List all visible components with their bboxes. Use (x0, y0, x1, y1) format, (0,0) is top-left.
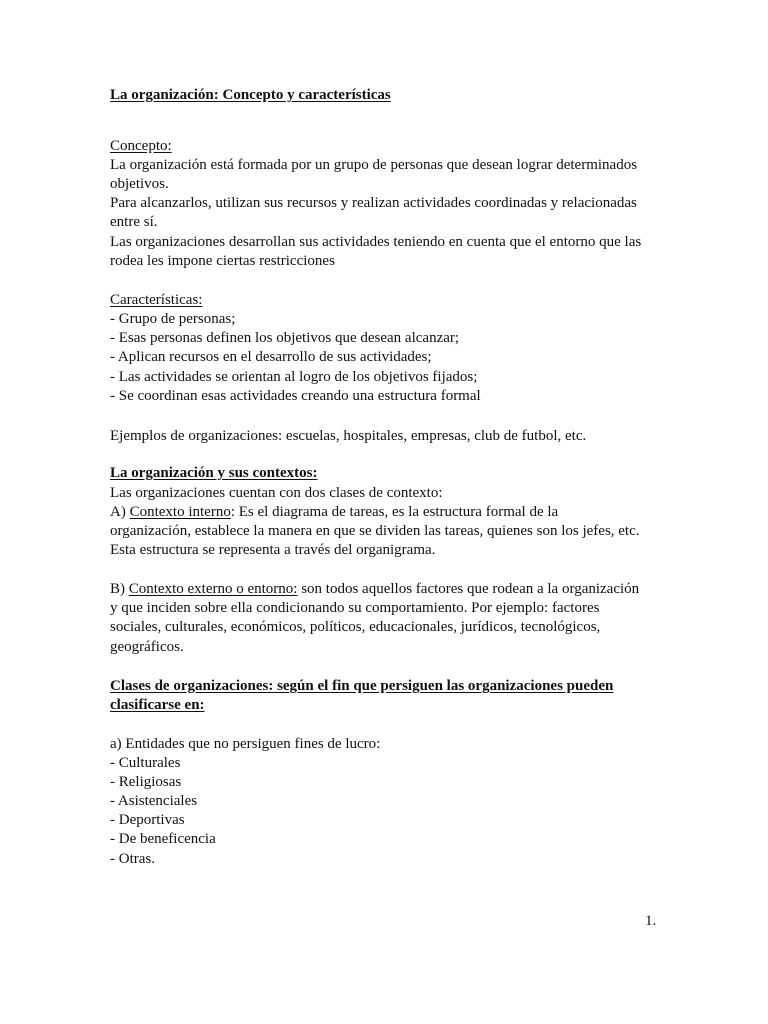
ejemplos-line: Ejemplos de organizaciones: escuelas, hospitales, empresas, club de futbol, etc. (110, 428, 587, 444)
caracteristicas-item: - Se coordinan esas actividades creando una estructura formal (110, 388, 481, 404)
contexto-externo-prefix: B) (110, 581, 129, 597)
clases-subheading: a) Entidades que no persiguen fines de lucro: (110, 736, 381, 752)
contexto-interno-term: Contexto interno (129, 504, 231, 520)
caracteristicas-item: - Grupo de personas; (110, 311, 236, 327)
contexto-externo-line: geográficos. (110, 639, 184, 655)
page-number: 1. (645, 913, 657, 929)
clases-item: - Otras. (110, 851, 155, 867)
contexto-interno-line (110, 503, 558, 522)
concepto-heading: Concepto: (110, 138, 172, 154)
clases-item: - Asistenciales (110, 793, 198, 809)
concepto-line: entre sí. (110, 214, 158, 230)
contexto-externo-term: Contexto externo o entorno: (128, 581, 298, 597)
caracteristicas-heading: Características: (110, 292, 203, 308)
clases-item: - Culturales (110, 755, 181, 771)
contexto-externo-line: y que inciden sobre ella condicionando su comportamiento. Por ejemplo: factores (110, 600, 600, 616)
concepto-line: La organización está formada por un grupo de personas que desean lograr determinados (110, 157, 638, 173)
concepto-line: objetivos. (110, 176, 169, 192)
caracteristicas-item: - Las actividades se orientan al logro de los objetivos fijados; (110, 369, 478, 385)
clases-item: - Deportivas (110, 812, 185, 828)
clases-item: - De beneficencia (110, 831, 216, 847)
caracteristicas-item: - Esas personas definen los objetivos que desean alcanzar; (110, 330, 460, 346)
contextos-heading: La organización y sus contextos: (110, 465, 318, 481)
concepto-line: Las organizaciones desarrollan sus actividades teniendo en cuenta que el entorno que las (110, 234, 642, 250)
clases-heading: Clases de organizaciones: según el fin que persiguen las organizaciones pueden (110, 678, 614, 694)
concepto-line: Para alcanzarlos, utilizan sus recursos y realizan actividades coordinadas y relacionadas (110, 195, 637, 211)
contextos-intro: Las organizaciones cuentan con dos clases de contexto: (110, 485, 443, 501)
concepto-line: rodea les impone ciertas restricciones (110, 253, 335, 269)
document-title: La organización: Concepto y características (110, 87, 391, 103)
clases-heading: clasificarse en: (110, 697, 205, 713)
caracteristicas-item: - Aplican recursos en el desarrollo de sus actividades; (110, 349, 432, 365)
contexto-interno-prefix: A) (110, 504, 130, 520)
contexto-externo-line: sociales, culturales, económicos, políticos, educacionales, jurídicos, tecnológicos, (110, 619, 601, 635)
contexto-externo-line (110, 580, 639, 599)
contexto-interno-text: : Es el diagrama de tareas, es la estructura formal de la (230, 504, 559, 520)
contexto-interno-line: Esta estructura se representa a través del organigrama. (110, 542, 436, 558)
contexto-externo-text: son todos aquellos factores que rodean a la organización (297, 581, 640, 597)
contexto-interno-line: organización, establece la manera en que se dividen las tareas, quienes son los jefes, etc. (110, 523, 640, 539)
clases-item: - Religiosas (110, 774, 182, 790)
